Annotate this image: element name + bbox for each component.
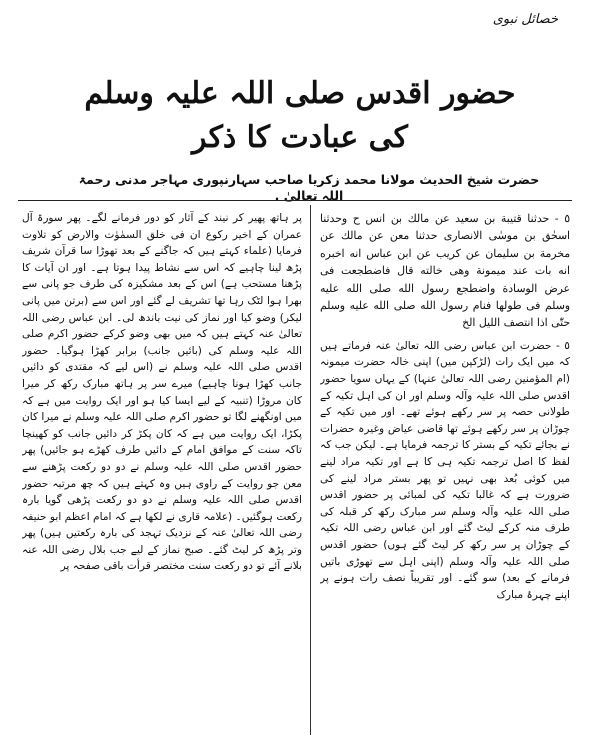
continued-translation: پر ہاتھ پھیر کر نیند کے آثار کو دور فرمانے لگے۔ پھر سورۃ آل عمران کے اخیر رکوع ان فی خلق السمٰوٰت والارض کو تلاوت فرمایا (علماء کہتے ہیں کہ جاگنے کے بعد تھوڑا سا قرآن شریف پڑھ لینا چاہیے کہ اس سے نشاط پیدا ہوتا ہے۔ اور ان آیات کا پڑھنا مستحب ہے) اس کے بعد مشکیزہ کی طرف جو پانی سے بھرا ہوا لٹک رہا تھا تشریف لے گئے اور اس سے (برتن میں پانی لیکر) وضو کیا اور نماز کی نیت باندھ لی۔ ابن عباس رضی اللہ تعالیٰ عنہ کہتے ہیں کہ میں بھی وضو کرکے حضور اکرم صلی اللہ علیہ وسلم کی (بائیں جانب) برابر کھڑا ہوگیا۔ حضور اقدس صلی اللہ علیہ وسلم نے (اس لیے کہ مقتدی کو دائیں جانب کھڑا ہونا چاہیے) میرے سر پر ہاتھ مبارک رکھ کر میرا کان مروڑا (تنبیہ کے لیے ایسا کیا ہو اور ایک روایت میں ہے کہ میں اونگھنے لگا تو حضور اکرم صلی اللہ علیہ وسلم نے میرا کان پکڑا، ایک روایت میں ہے کہ کان پکڑ کر دائیں جانب کو کھینچا تاکہ سنت کے موافق امام کے دائیں طرف کھڑے ہو جائیں) پھر حضور اقدس صلی اللہ علیہ وسلم نے دو دو رکعت پڑھنے سے معن جو روایت کے راوی ہیں وہ کہتے ہیں کہ چھ مرتبہ حضور اقدس صلی اللہ علیہ وسلم نے دو دو رکعت پڑھی گویا بارہ رکعت ہوگئیں۔ (علامہ قاری نے لکھا ہے کہ امام اعظم ابو حنیفہ رضی اللہ تعالیٰ عنہ کے نزدیک تہجد کی بارہ رکعتیں ہیں) پھر وتر پڑھ کر لیٹ گئے۔ صبح نماز کے لیے جب بلال رضی اللہ عنہ بلانے آئے تو دو رکعت سنت مختصر قرأت باقی صفحہ پر [22,212,302,573]
author-attribution: حضرت شیخ الحدیث مولانا محمد زکریا صاحب سہارنپوری مہاجر مدنی رحمۃ اللہ تعالیٰ . [78,172,540,203]
chapter-title: حضور اقدس صلی اللہ علیہ وسلم کی عبادت کا ذکر [84,76,516,155]
running-header: خصائل نبوی [492,12,558,27]
hadith-urdu-translation: ٥ - حضرت ابن عباس رضی اللہ تعالیٰ عنہ فرماتے ہیں کہ میں ایک رات (لڑکپن میں) اپنی خالہ حضرت میمونہ (ام المؤمنین رضی اللہ تعالیٰ عنہا) کے یہاں سویا حضور اقدس صلی اللہ علیہ وآلہ وسلم اور ان کی اہل تکیہ کے طولانی حصہ پر سر رکھے ہوئے تھے۔ اور میں تکیہ کے چوڑان پر سر رکھے ہوئے تھا قاضی عیاض وغیرہ حضرات نے بجائے تکیہ کے بستر کا ترجمہ فرمایا ہے۔ لیکن جب کہ لفظ کا اصل ترجمہ تکیہ ہی کا ہے اور تکیہ مراد لینے میں کوئی بُعد بھی نہیں تو پھر بستر مراد لینے کی ضرورت ہے کہ غالبا تکیہ کی لمبائی پر حضور اقدس صلی اللہ علیہ وآلہ وسلم سر مبارک رکھ کر قبلہ کی طرف منہ کرکے لیٹ گئے اور ابن عباس رضی اللہ تکیہ کے چوڑان پر سر رکھ کر لیٹ گئے ہوں) حضور اقدس صلی اللہ علیہ وآلہ وسلم (اپنی اہل سے تھوڑی باتیں فرمانے کے بعد) سو گئے۔ اور تقریباً نصف رات ہونے پر اپنے چہرۂ مبارک [320,339,570,601]
header-divider [18,200,572,201]
column-divider [310,205,311,735]
right-column [320,210,570,603]
hadith-arabic-text: ٥ - حدثنا قتيبة بن سعيد عن مالك بن انس ح وحدثنا اسحٰق بن موسٰى الانصارى حدثنا معن عن مالك عن مخرمة بن سليمان عن كريب عن ابن عباس انه اخبره انه بات عند ميمونة وهى خالته قال فاضطجعت فى عرض الوسادة واضطجع رسول الله صلى الله عليه وسلم فى طولها فنام رسول الله صلى الله عليه وسلم حتّٰى اذا انتصف الليل الخ [320,212,570,330]
left-column [22,210,302,735]
